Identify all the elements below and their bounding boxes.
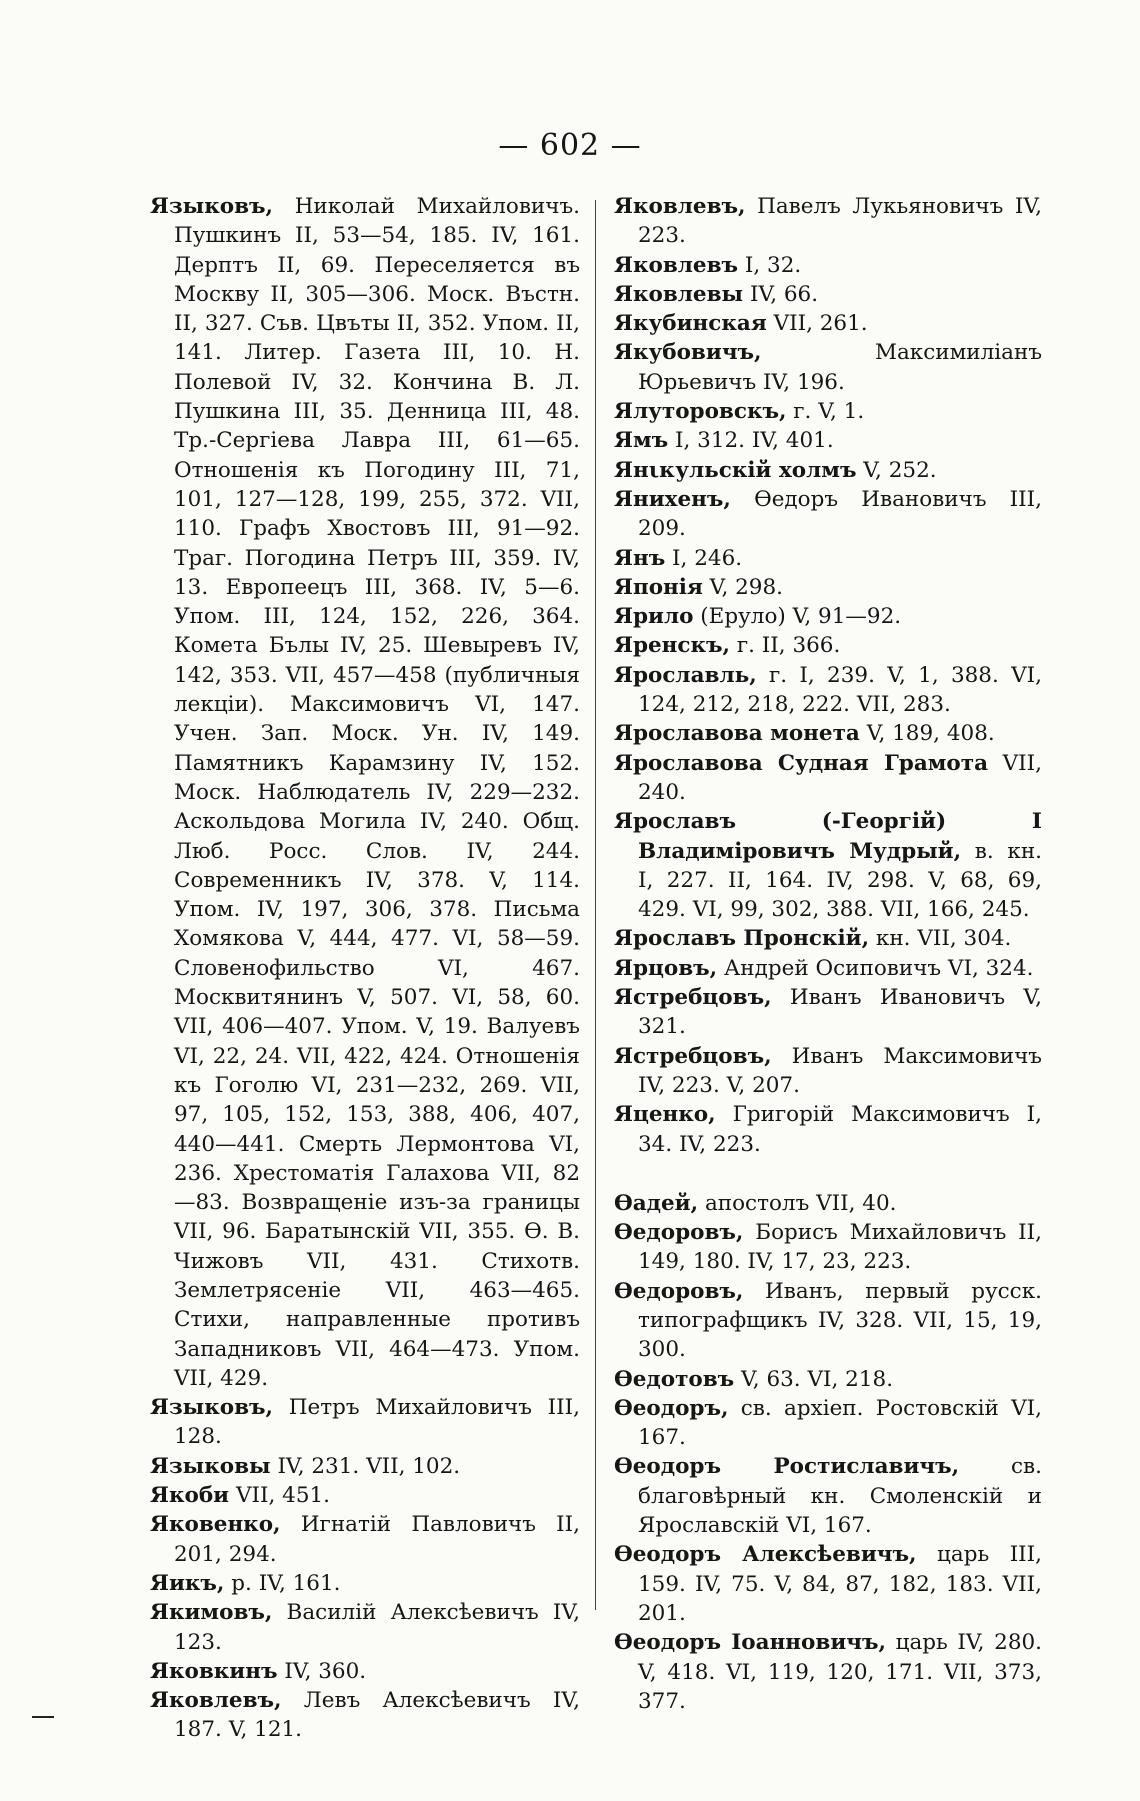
entry-heading: Якубовичъ,	[614, 340, 762, 366]
entry-heading: Яковлевъ,	[150, 1688, 282, 1714]
index-entry	[614, 485, 1042, 544]
index-entry	[614, 807, 1042, 924]
index-entry	[614, 1100, 1042, 1159]
entry-references: г. I, 239. V, 1, 388. VI, 124, 212, 218, 222. VII, 283.	[638, 662, 1042, 718]
index-entry	[614, 631, 1042, 660]
index-entry	[614, 251, 1042, 280]
index-column-left	[150, 192, 580, 1745]
entry-references: VII, 451.	[235, 1483, 331, 1509]
entry-references: Николай Михайловичъ. Пушкинъ II, 53—54, 185. IV, 161. Дерптъ II, 69. Переселяется въ Москву II, 305—306. Моск. Въстн. II, 327. Съв. Цвъты II, 352. Упом. II, 141. Литер. Газета III, 10. Н. Полевой IV, 32. Кончина В. Л. Пушкина III, 35. Денница III, 48. Тр.-Сергіева Лавра III, 61—65. Отношенія къ Погодину III, 71, 101, 127—128, 199, 255, 372. VII, 110. Графъ Хвостовъ III, 91—92. Траг. Погодина Петръ III, 359. IV, 13. Европеецъ III, 368. IV, 5—6. Упом. III, 124, 152, 226, 364. Комета Бълы IV, 25. Шевыревъ IV, 142, 353. VII, 457—458 (публичныя лекціи). Максимовичъ VI, 147. Учен. Зап. Моск. Ун. IV, 149. Памятникъ Карамзину IV, 152. Моск. Наблюдатель IV, 229—232. Аскольдова Могила IV, 240. Общ. Люб. Росс. Слов. IV, 244. Современникъ IV, 378. V, 114. Упом. IV, 197, 306, 378. Письма Хомякова V, 444, 477. VI, 58—59. Словенофильство VI, 467. Москвитянинъ V, 507. VI, 58, 60. VII, 406—407. Упом. V, 19. Валуевъ VI, 22, 24. VII, 422, 424. Отношенія къ Гоголю VI, 231—232, 269. VII, 97, 105, 152, 153, 388, 406, 407, 440—441. Смерть Лермонтова VI, 236. Хрестоматія Галахова VII, 82—83. Возвращеніе изъ-за границы VII, 96. Баратынскій VII, 355. Ө. В. Чижовъ VII, 431. Стихотв. Землетрясеніе VII, 463—465. Стихи, направленные противъ Западниковъ VII, 464—473. Упом. VII, 429.	[174, 194, 580, 1391]
entry-references: I, 246.	[672, 545, 743, 571]
entry-references: св. архіеп. Ростовскій VI, 167.	[638, 1395, 1042, 1451]
column-divider	[595, 200, 596, 1610]
entry-heading: Ярославова Судная Грамота	[614, 750, 989, 776]
entry-references: Василій Алексѣевичъ IV, 123.	[174, 1600, 580, 1655]
entry-references: V, 252.	[863, 457, 937, 483]
index-entry	[614, 544, 1042, 573]
entry-heading: Өеодоръ Ростиславичъ,	[614, 1454, 960, 1480]
entry-references: Иванъ Максимовичъ IV, 223. V, 207.	[638, 1043, 1042, 1098]
index-entry	[614, 983, 1042, 1042]
entry-references: Левъ Алексѣевичъ IV, 187. V, 121.	[174, 1688, 581, 1743]
entry-references: I, 312. IV, 401.	[674, 428, 834, 454]
entry-heading: Ярославъ (-Георгій) I Владиміровичъ Мудрый,	[614, 809, 1042, 864]
entry-heading: Өеодоръ,	[614, 1395, 729, 1421]
entry-heading: Яковлевъ,	[614, 194, 746, 219]
entry-references: кн. VII, 304.	[875, 926, 1012, 952]
entry-heading: Яковлевы	[614, 281, 744, 307]
entry-heading: Өеодоръ Іоанновичъ,	[614, 1630, 886, 1656]
entry-heading: Якимовъ,	[150, 1600, 273, 1626]
entry-heading: Ярославъ Пронскій,	[614, 926, 870, 952]
index-entry	[614, 426, 1042, 455]
entry-heading: Яковенко,	[150, 1512, 281, 1538]
index-entry	[614, 1189, 1042, 1218]
page-number: — 602 —	[498, 128, 642, 163]
index-entry	[614, 1540, 1042, 1628]
index-entry	[150, 1481, 580, 1510]
index-entry	[150, 1452, 580, 1481]
index-entry	[614, 1277, 1042, 1365]
entry-heading: Яценко,	[614, 1102, 716, 1128]
entry-heading: Якубинская	[614, 311, 767, 337]
entry-references: св. благовѣрный кн. Смоленскій и Ярославскій VI, 167.	[638, 1454, 1042, 1539]
entry-heading: Ярославль,	[614, 662, 757, 688]
entry-references: Иванъ Ивановичъ V, 321.	[638, 985, 1042, 1040]
entry-heading: Өеодоръ Алексѣевичъ,	[614, 1542, 917, 1568]
entry-references: г. II, 366.	[736, 633, 841, 659]
index-entry	[150, 1510, 580, 1569]
entry-references: Максимиліанъ Юрьевичъ IV, 196.	[638, 340, 1042, 395]
entry-heading: Ярцовъ,	[614, 955, 718, 981]
index-entry	[614, 661, 1042, 720]
index-entry	[150, 1598, 580, 1657]
index-entry	[150, 1686, 580, 1745]
entry-heading: Өедоровъ,	[614, 1220, 744, 1246]
entry-heading: Яикъ,	[150, 1570, 225, 1596]
index-entry	[150, 1657, 580, 1686]
index-entry	[614, 954, 1042, 983]
entry-references: Өедоръ Ивановичъ III, 209.	[638, 486, 1042, 542]
entry-references: V, 189, 408.	[866, 721, 995, 747]
entry-heading: Ярило	[614, 604, 694, 630]
index-entry	[614, 338, 1042, 397]
entry-references: царь IV, 280. V, 418. VI, 119, 120, 171. VII, 373, 377.	[638, 1630, 1043, 1714]
entry-heading: Языковъ,	[150, 1395, 274, 1421]
index-entry	[614, 1218, 1042, 1277]
index-entry	[614, 456, 1042, 485]
index-entry	[614, 1394, 1042, 1453]
entry-references: I, 32.	[744, 252, 802, 278]
index-entry	[614, 719, 1042, 748]
entry-heading: Өадей,	[614, 1190, 699, 1216]
entry-heading: Янихенъ,	[614, 486, 731, 512]
entry-heading: Өедотовъ	[614, 1366, 735, 1392]
entry-references: апостолъ VII, 40.	[704, 1190, 897, 1216]
entry-heading: Ялуторовскъ,	[614, 399, 787, 425]
entry-references: Григорій Максимовичъ I, 34. IV, 223.	[638, 1102, 1042, 1157]
entry-heading: Языковы	[150, 1453, 271, 1479]
entry-references: Андрей Осиповичъ VI, 324.	[723, 955, 1034, 981]
entry-references: IV, 66.	[749, 281, 819, 307]
entry-references: Иванъ, первый русск. типографщикъ IV, 328. VII, 15, 19, 300.	[638, 1278, 1042, 1363]
entry-references: VII, 261.	[773, 311, 868, 337]
index-entry	[614, 397, 1042, 426]
entry-heading: Якоби	[150, 1483, 230, 1509]
index-entry	[614, 924, 1042, 953]
entry-heading: Яковкинъ	[150, 1658, 278, 1684]
index-entry	[614, 749, 1042, 808]
entry-heading: Ямъ	[614, 428, 669, 454]
entry-references: V, 63. VI, 218.	[741, 1366, 894, 1392]
entry-references: Петръ Михайловичъ III, 128.	[174, 1395, 580, 1450]
entry-heading: Ярославова монета	[614, 721, 860, 747]
entry-heading: Янικульскій холмъ	[614, 457, 857, 483]
entry-references: г. V, 1.	[793, 399, 865, 425]
entry-heading: Янъ	[614, 545, 666, 571]
entry-references: (Еруло) V, 91—92.	[700, 604, 902, 630]
index-entry	[614, 280, 1042, 309]
entry-heading: Яренскъ,	[614, 633, 731, 659]
entry-references: IV, 231. VII, 102.	[277, 1453, 461, 1479]
index-entry	[614, 192, 1042, 251]
index-column-right	[614, 192, 1042, 1716]
entry-heading: Языковъ,	[150, 194, 274, 219]
entry-references: царь III, 159. IV, 75. V, 84, 87, 182, 183. VII, 201.	[638, 1542, 1043, 1626]
entry-references: Борисъ Михайловичъ II, 149, 180. IV, 17, 23, 223.	[638, 1220, 1042, 1275]
entry-references: V, 298.	[709, 574, 783, 600]
entry-heading: Ястребцовъ,	[614, 1043, 772, 1069]
margin-mark	[32, 1716, 54, 1718]
entry-heading: Яковлевъ	[614, 252, 739, 278]
entry-references: IV, 360.	[284, 1658, 367, 1684]
index-entry	[614, 1365, 1042, 1394]
index-entry	[150, 1393, 580, 1452]
index-entry	[150, 1569, 580, 1598]
index-entry	[150, 192, 580, 1393]
index-entry	[614, 1452, 1042, 1540]
index-entry	[614, 602, 1042, 631]
entry-heading: Японія	[614, 574, 703, 600]
entry-references: VII, 240.	[638, 750, 1043, 805]
index-entry	[614, 1042, 1042, 1101]
entry-references: р. IV, 161.	[231, 1570, 341, 1596]
entry-references: в. кн. I, 227. II, 164. IV, 298. V, 68, 69, 429. VI, 99, 302, 388. VII, 166, 245.	[638, 838, 1043, 923]
entry-references: Игнатій Павловичъ II, 201, 294.	[174, 1512, 580, 1567]
entry-heading: Ястребцовъ,	[614, 985, 772, 1011]
index-entry	[614, 1628, 1042, 1716]
entry-references: Павелъ Лукьяновичъ IV, 223.	[638, 194, 1042, 249]
index-entry	[614, 573, 1042, 602]
index-entry	[614, 309, 1042, 338]
entry-heading: Өедоровъ,	[614, 1278, 744, 1304]
